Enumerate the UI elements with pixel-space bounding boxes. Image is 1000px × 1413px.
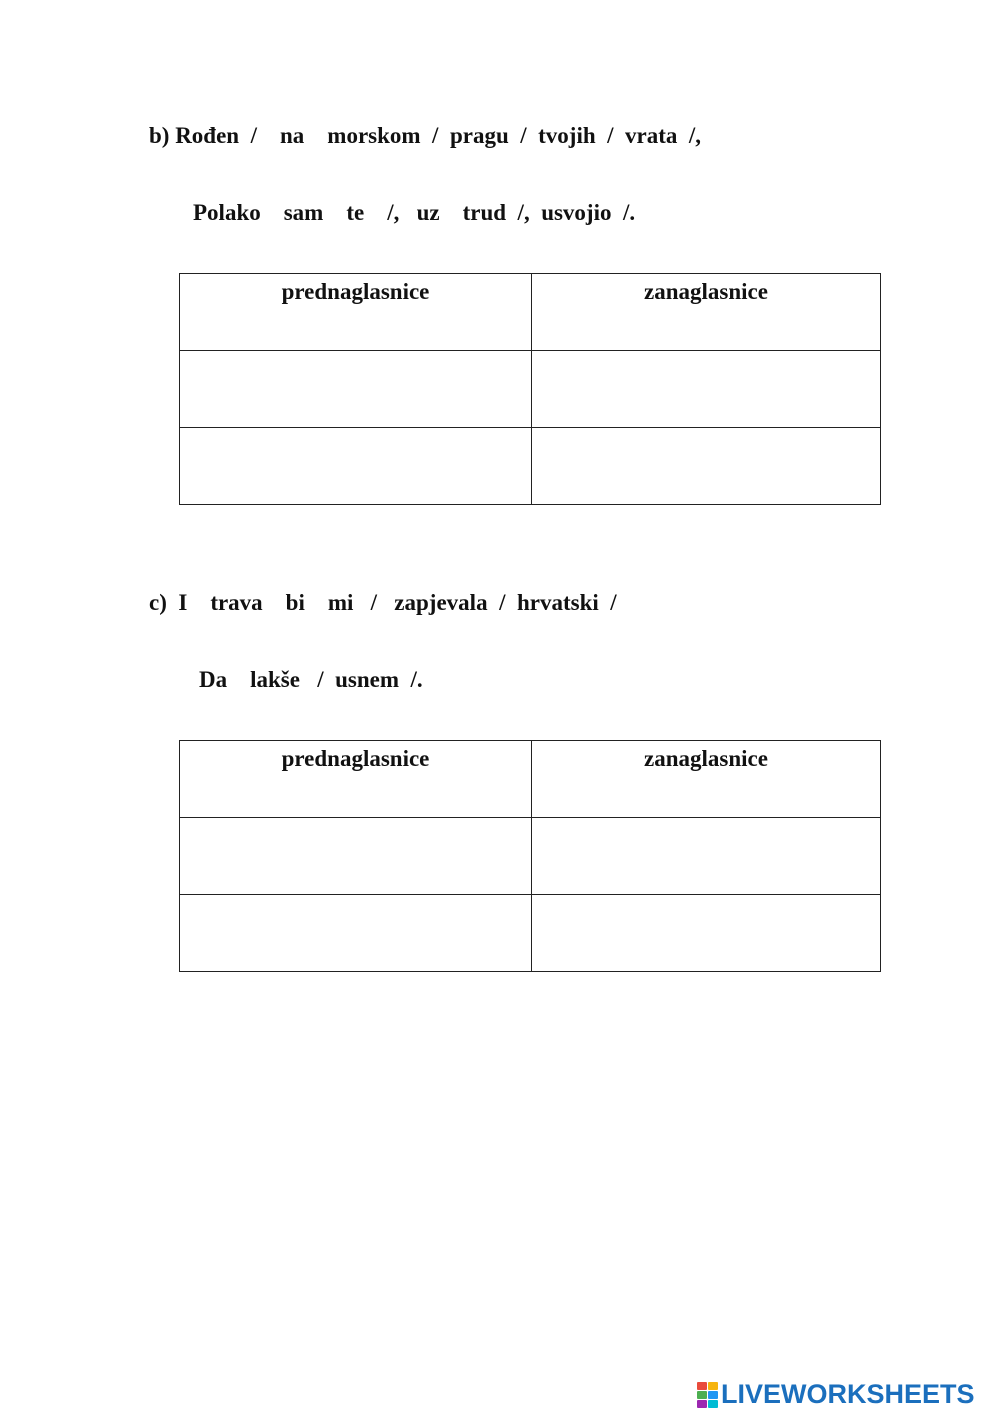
watermark-text: LIVEWORKSHEETS bbox=[721, 1378, 975, 1409]
answer-cell-zanaglasnice[interactable] bbox=[532, 351, 881, 428]
header-prednaglasnice: prednaglasnice bbox=[180, 741, 532, 818]
answer-cell-zanaglasnice[interactable] bbox=[532, 895, 881, 972]
exercise-b-line-2: Polako sam te /, uz trud /, usvojio /. bbox=[193, 200, 636, 225]
table-header-row bbox=[180, 274, 881, 351]
table-row bbox=[180, 895, 881, 972]
table-row bbox=[180, 428, 881, 505]
table-row bbox=[180, 818, 881, 895]
header-prednaglasnice: prednaglasnice bbox=[180, 274, 532, 351]
exercise-c-line-2: Da lakše / usnem /. bbox=[199, 667, 423, 692]
liveworksheets-logo-icon bbox=[697, 1380, 719, 1408]
exercise-b-table bbox=[179, 273, 881, 505]
table-header-row bbox=[180, 741, 881, 818]
answer-cell-prednaglasnice[interactable] bbox=[180, 895, 532, 972]
answer-cell-zanaglasnice[interactable] bbox=[532, 428, 881, 505]
answer-cell-prednaglasnice[interactable] bbox=[180, 428, 532, 505]
liveworksheets-watermark bbox=[697, 1379, 975, 1409]
exercise-b-line-1: b) Rođen / na morskom / pragu / tvojih / vrata /, bbox=[149, 123, 702, 148]
table-row bbox=[180, 351, 881, 428]
answer-cell-prednaglasnice[interactable] bbox=[180, 351, 532, 428]
exercise-c-table bbox=[179, 740, 881, 972]
answer-cell-prednaglasnice[interactable] bbox=[180, 818, 532, 895]
exercise-c-line-1: c) I trava bi mi / zapjevala / hrvatski / bbox=[149, 590, 617, 615]
answer-cell-zanaglasnice[interactable] bbox=[532, 818, 881, 895]
header-zanaglasnice: zanaglasnice bbox=[532, 741, 881, 818]
header-zanaglasnice: zanaglasnice bbox=[532, 274, 881, 351]
